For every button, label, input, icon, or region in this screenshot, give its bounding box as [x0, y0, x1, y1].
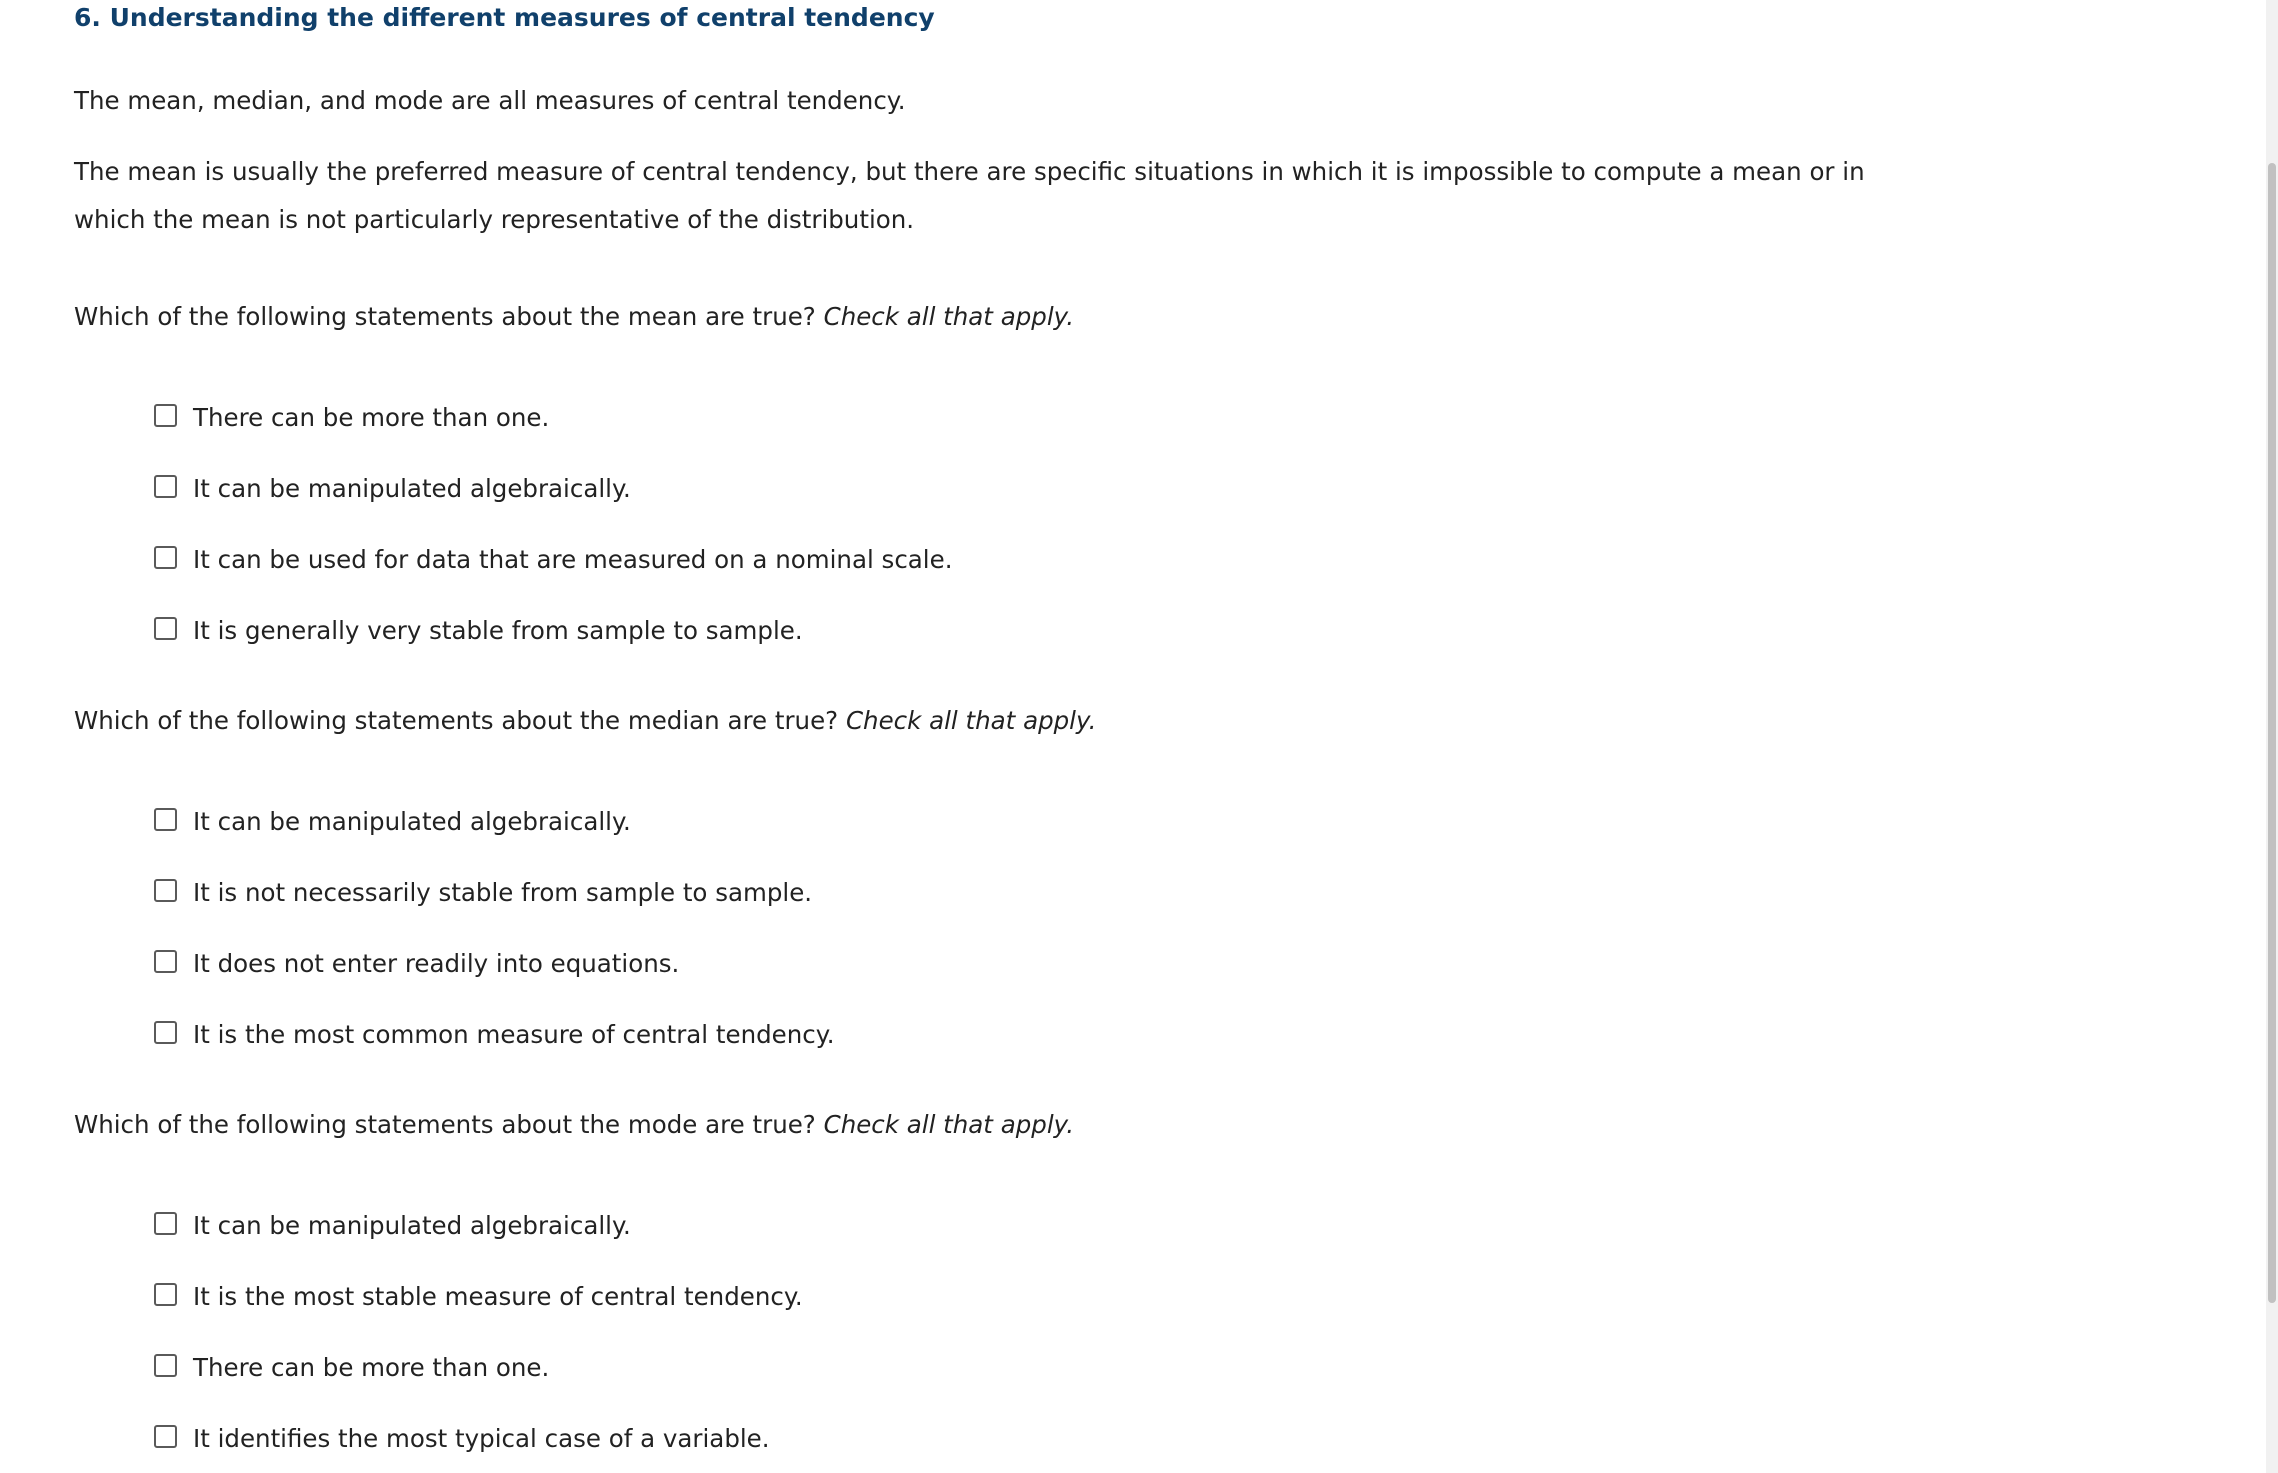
question-mean-instruction: Check all that apply.: [823, 302, 1075, 331]
option-label: It can be manipulated algebraically.: [193, 1211, 631, 1240]
page-title: 6. Understanding the different measures of central tendency: [74, 3, 935, 32]
checkbox[interactable]: [154, 1354, 177, 1377]
option-label: It can be used for data that are measured on a nominal scale.: [193, 545, 953, 574]
option-label: It can be manipulated algebraically.: [193, 807, 631, 836]
checkbox[interactable]: [154, 404, 177, 427]
option-label: It is generally very stable from sample to sample.: [193, 616, 803, 645]
option-label: It is not necessarily stable from sample to sample.: [193, 878, 813, 907]
option-mode-4[interactable]: [154, 1403, 803, 1473]
option-label: There can be more than one.: [193, 403, 550, 432]
option-label: There can be more than one.: [193, 1353, 550, 1382]
checkbox[interactable]: [154, 1425, 177, 1448]
option-mean-4[interactable]: [154, 595, 952, 666]
option-label: It is the most stable measure of central tendency.: [193, 1282, 803, 1311]
question-median: [74, 704, 1096, 738]
option-label: It identifies the most typical case of a variable.: [193, 1424, 770, 1453]
checkbox[interactable]: [154, 1021, 177, 1044]
option-mean-2[interactable]: [154, 453, 952, 524]
options-mode: [154, 1190, 803, 1473]
scrollbar-thumb[interactable]: [2268, 163, 2276, 1303]
question-mode-prompt: Which of the following statements about the mode are true?: [74, 1110, 816, 1139]
intro-paragraph-1: The mean, median, and mode are all measures of central tendency.: [74, 86, 906, 115]
option-median-3[interactable]: [154, 928, 835, 999]
checkbox[interactable]: [154, 475, 177, 498]
question-mode-instruction: Check all that apply.: [823, 1110, 1075, 1139]
options-mean: [154, 382, 952, 666]
question-mean-prompt: Which of the following statements about the mean are true?: [74, 302, 816, 331]
question-mode: [74, 1108, 1074, 1142]
checkbox[interactable]: [154, 950, 177, 973]
checkbox[interactable]: [154, 617, 177, 640]
checkbox[interactable]: [154, 808, 177, 831]
vertical-scrollbar[interactable]: [2266, 0, 2278, 1473]
question-median-instruction: Check all that apply.: [845, 706, 1097, 735]
option-median-2[interactable]: [154, 857, 835, 928]
question-median-prompt: Which of the following statements about the median are true?: [74, 706, 839, 735]
option-median-4[interactable]: [154, 999, 835, 1070]
option-mode-1[interactable]: [154, 1190, 803, 1261]
question-mean: [74, 300, 1074, 334]
option-mode-2[interactable]: [154, 1261, 803, 1332]
option-label: It is the most common measure of central tendency.: [193, 1020, 835, 1049]
option-mean-3[interactable]: [154, 524, 952, 595]
option-label: It can be manipulated algebraically.: [193, 474, 631, 503]
option-median-1[interactable]: [154, 786, 835, 857]
checkbox[interactable]: [154, 1283, 177, 1306]
intro-paragraph-2: The mean is usually the preferred measure of central tendency, but there are specific situations in which it is impossible to compute a mean or in which the mean is not particularly representative of the distribution.: [74, 157, 1865, 234]
checkbox[interactable]: [154, 1212, 177, 1235]
options-median: [154, 786, 835, 1070]
checkbox[interactable]: [154, 879, 177, 902]
option-label: It does not enter readily into equations.: [193, 949, 680, 978]
option-mode-3[interactable]: [154, 1332, 803, 1403]
option-mean-1[interactable]: [154, 382, 952, 453]
checkbox[interactable]: [154, 546, 177, 569]
